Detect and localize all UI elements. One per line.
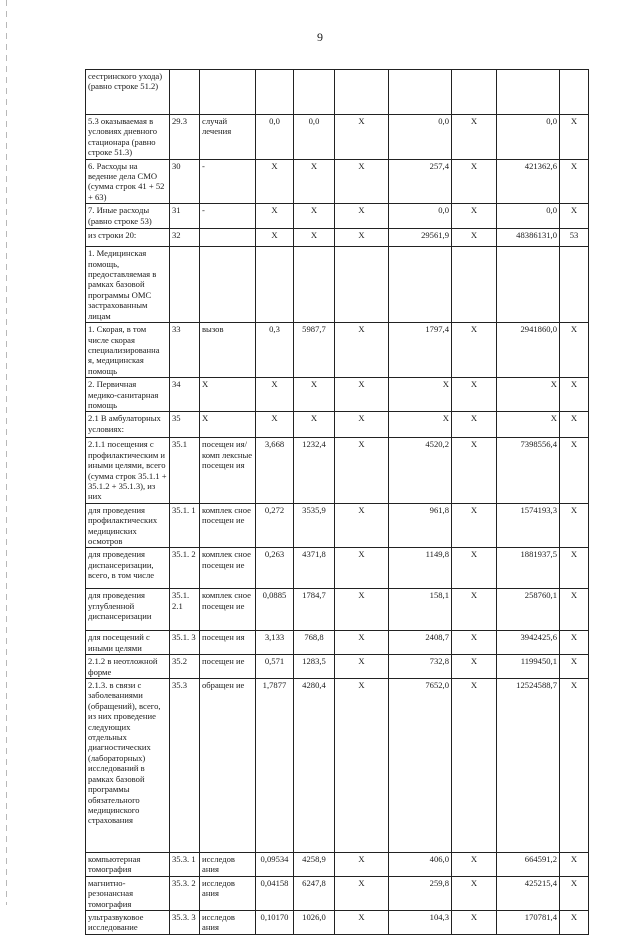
- cell-cost: 3535,9: [294, 503, 335, 548]
- cell-cost: Х: [294, 159, 335, 204]
- cell-per-capita-budget: Х: [335, 204, 389, 229]
- cell-sum-budget: Х: [452, 378, 497, 412]
- table-row: [86, 679, 589, 853]
- cell-code: 32: [170, 229, 200, 247]
- cell-per-capita-oms: 104,3: [389, 911, 452, 935]
- cell-cost: 6247,8: [294, 876, 335, 910]
- cell-sum-oms: 7398556,4: [497, 438, 560, 503]
- cell-unit: посещен ия/комп лексные посещен ия: [200, 438, 256, 503]
- table-row: [86, 631, 589, 655]
- cell-unit: Х: [200, 412, 256, 438]
- cell-per-capita-oms: [389, 247, 452, 323]
- cell-label: 6. Расходы на ведение дела СМО (сумма строк 41 + 52 + 63): [86, 159, 170, 204]
- cell-per-capita-oms: 0,0: [389, 204, 452, 229]
- cell-percent: [560, 247, 589, 323]
- cell-sum-budget: [452, 70, 497, 115]
- table-row: [86, 70, 589, 115]
- cell-sum-budget: Х: [452, 911, 497, 935]
- cell-cost: 4280,4: [294, 679, 335, 853]
- cell-label: 1. Медицинская помощь, предоставляемая в рамках базовой программы ОМС застрахованным лицам: [86, 247, 170, 323]
- cell-cost: Х: [294, 412, 335, 438]
- table-row: [86, 229, 589, 247]
- cell-norm: 0,10170: [256, 911, 294, 935]
- cell-per-capita-oms: [389, 70, 452, 115]
- cell-sum-oms: 48386131,0: [497, 229, 560, 247]
- cell-sum-budget: Х: [452, 159, 497, 204]
- cell-percent: Х: [560, 503, 589, 548]
- cell-sum-budget: Х: [452, 631, 497, 655]
- table-row: [86, 412, 589, 438]
- cell-code: 35.1. 2: [170, 548, 200, 589]
- cell-sum-oms: 0,0: [497, 204, 560, 229]
- cell-per-capita-oms: 7652,0: [389, 679, 452, 853]
- cell-percent: Х: [560, 438, 589, 503]
- cell-label: 2. Первичная медико-санитарная помощь: [86, 378, 170, 412]
- table-row: [86, 655, 589, 679]
- cell-percent: Х: [560, 412, 589, 438]
- cell-norm: Х: [256, 378, 294, 412]
- cell-label: 2.1.2 в неотложной форме: [86, 655, 170, 679]
- cell-label: для проведения профилактических медицинских осмотров: [86, 503, 170, 548]
- cell-label: для проведения углубленной диспансеризации: [86, 589, 170, 631]
- table-row: [86, 911, 589, 935]
- cell-sum-oms: 1574193,3: [497, 503, 560, 548]
- cell-unit: исследов ания: [200, 876, 256, 910]
- cell-code: 30: [170, 159, 200, 204]
- cell-label: компьютерная томография: [86, 853, 170, 877]
- table-row: [86, 548, 589, 589]
- cell-code: 31: [170, 204, 200, 229]
- cell-sum-budget: Х: [452, 204, 497, 229]
- cell-norm: 0,0885: [256, 589, 294, 631]
- cell-sum-budget: Х: [452, 548, 497, 589]
- table-row: [86, 589, 589, 631]
- cell-label: 2.1.3. в связи с заболеваниями (обращений), всего, из них проведение следующих отдельных диагностических (лабораторных) исследований в рамках базовой программы обязательного медицинского страхования: [86, 679, 170, 853]
- cell-unit: исследов ания: [200, 911, 256, 935]
- cell-sum-budget: Х: [452, 412, 497, 438]
- cell-unit: Х: [200, 378, 256, 412]
- cell-per-capita-oms: Х: [389, 378, 452, 412]
- cell-per-capita-budget: [335, 70, 389, 115]
- cell-sum-budget: Х: [452, 853, 497, 877]
- cell-percent: Х: [560, 115, 589, 160]
- cell-code: [170, 70, 200, 115]
- cell-percent: Х: [560, 204, 589, 229]
- cell-per-capita-budget: Х: [335, 503, 389, 548]
- cell-per-capita-budget: Х: [335, 159, 389, 204]
- cell-cost: 1026,0: [294, 911, 335, 935]
- cell-cost: 1283,5: [294, 655, 335, 679]
- page-number: 9: [317, 30, 323, 44]
- cell-unit: случай лечения: [200, 115, 256, 160]
- cell-sum-oms: Х: [497, 412, 560, 438]
- cell-per-capita-budget: Х: [335, 655, 389, 679]
- cell-per-capita-budget: Х: [335, 378, 389, 412]
- cell-code: 35.2: [170, 655, 200, 679]
- cell-percent: Х: [560, 631, 589, 655]
- cell-per-capita-budget: [335, 247, 389, 323]
- cell-code: 35.1. 2.1: [170, 589, 200, 631]
- cell-sum-budget: Х: [452, 115, 497, 160]
- cell-percent: Х: [560, 679, 589, 853]
- cell-sum-oms: 258760,1: [497, 589, 560, 631]
- cell-percent: Х: [560, 548, 589, 589]
- cell-norm: 0,272: [256, 503, 294, 548]
- cell-cost: 0,0: [294, 115, 335, 160]
- cell-code: 35: [170, 412, 200, 438]
- cell-per-capita-budget: Х: [335, 438, 389, 503]
- cell-percent: [560, 70, 589, 115]
- cell-norm: Х: [256, 229, 294, 247]
- cell-label: для проведения диспансеризации, всего, в том числе: [86, 548, 170, 589]
- cell-per-capita-budget: Х: [335, 589, 389, 631]
- table-row: [86, 503, 589, 548]
- cell-cost: Х: [294, 229, 335, 247]
- table-row: [86, 438, 589, 503]
- cell-per-capita-budget: Х: [335, 412, 389, 438]
- cell-percent: Х: [560, 655, 589, 679]
- cell-per-capita-budget: Х: [335, 876, 389, 910]
- cell-norm: 0,263: [256, 548, 294, 589]
- cell-per-capita-budget: Х: [335, 115, 389, 160]
- cell-sum-budget: Х: [452, 589, 497, 631]
- cell-unit: посещен ие: [200, 655, 256, 679]
- cell-label: ультразвуковое исследование: [86, 911, 170, 935]
- cell-cost: 5987,7: [294, 323, 335, 378]
- cell-per-capita-oms: 2408,7: [389, 631, 452, 655]
- cell-per-capita-oms: 4520,2: [389, 438, 452, 503]
- cell-cost: 1784,7: [294, 589, 335, 631]
- cell-unit: исследов ания: [200, 853, 256, 877]
- cell-label: из строки 20:: [86, 229, 170, 247]
- cell-percent: Х: [560, 378, 589, 412]
- scan-edge-line: [6, 0, 7, 905]
- cell-per-capita-oms: Х: [389, 412, 452, 438]
- cell-norm: 1,7877: [256, 679, 294, 853]
- cell-norm: 0,571: [256, 655, 294, 679]
- cell-percent: Х: [560, 876, 589, 910]
- cell-cost: Х: [294, 204, 335, 229]
- cell-code: [170, 247, 200, 323]
- cell-per-capita-oms: 158,1: [389, 589, 452, 631]
- cell-sum-budget: Х: [452, 655, 497, 679]
- cell-sum-oms: 425215,4: [497, 876, 560, 910]
- cell-sum-oms: 421362,6: [497, 159, 560, 204]
- cell-code: 33: [170, 323, 200, 378]
- table-body: [86, 70, 589, 935]
- cell-label: для посещений с иными целями: [86, 631, 170, 655]
- cell-percent: Х: [560, 853, 589, 877]
- table-row: [86, 115, 589, 160]
- cell-cost: [294, 70, 335, 115]
- cell-unit: вызов: [200, 323, 256, 378]
- cell-per-capita-oms: 257,4: [389, 159, 452, 204]
- cell-norm: 0,09534: [256, 853, 294, 877]
- cell-code: 35.3: [170, 679, 200, 853]
- cell-per-capita-budget: Х: [335, 323, 389, 378]
- cell-norm: 0,3: [256, 323, 294, 378]
- cell-unit: -: [200, 204, 256, 229]
- cell-unit: -: [200, 159, 256, 204]
- cell-code: 35.3. 2: [170, 876, 200, 910]
- cell-sum-oms: 2941860,0: [497, 323, 560, 378]
- cell-sum-oms: 12524588,7: [497, 679, 560, 853]
- cell-percent: Х: [560, 589, 589, 631]
- cell-label: 5.3 оказываемая в условиях дневного стационара (равно строке 51.3): [86, 115, 170, 160]
- cell-per-capita-oms: 29561,9: [389, 229, 452, 247]
- cell-cost: 4258,9: [294, 853, 335, 877]
- cell-sum-oms: 1881937,5: [497, 548, 560, 589]
- cell-per-capita-oms: 0,0: [389, 115, 452, 160]
- cell-sum-oms: 1199450,1: [497, 655, 560, 679]
- cell-norm: [256, 70, 294, 115]
- cell-sum-budget: Х: [452, 229, 497, 247]
- cell-cost: Х: [294, 378, 335, 412]
- cell-per-capita-budget: Х: [335, 853, 389, 877]
- cell-norm: 3,133: [256, 631, 294, 655]
- cell-percent: 53: [560, 229, 589, 247]
- cell-sum-budget: Х: [452, 503, 497, 548]
- cell-norm: Х: [256, 412, 294, 438]
- cell-unit: обращен ие: [200, 679, 256, 853]
- cell-unit: посещен ия: [200, 631, 256, 655]
- cell-code: 29.3: [170, 115, 200, 160]
- cell-norm: [256, 247, 294, 323]
- table-row: [86, 378, 589, 412]
- cell-cost: 768,8: [294, 631, 335, 655]
- cell-label: 2.1.1 посещения с профилактическим и иными целями, всего (сумма строк 35.1.1 + 35.1.2 + 35.1.3), из них: [86, 438, 170, 503]
- cell-sum-oms: Х: [497, 378, 560, 412]
- cell-cost: [294, 247, 335, 323]
- table-row: [86, 247, 589, 323]
- cell-cost: 1232,4: [294, 438, 335, 503]
- cell-percent: Х: [560, 323, 589, 378]
- cell-per-capita-budget: Х: [335, 911, 389, 935]
- cell-sum-oms: 3942425,6: [497, 631, 560, 655]
- cell-unit: [200, 247, 256, 323]
- cell-norm: 0,04158: [256, 876, 294, 910]
- cell-norm: 3,668: [256, 438, 294, 503]
- cell-sum-oms: 170781,4: [497, 911, 560, 935]
- table-row: [86, 876, 589, 910]
- cell-label: магнитно-резонансная томография: [86, 876, 170, 910]
- cell-code: 35.1. 1: [170, 503, 200, 548]
- cell-sum-budget: Х: [452, 438, 497, 503]
- cell-per-capita-oms: 259,8: [389, 876, 452, 910]
- table-row: [86, 853, 589, 877]
- cell-label: сестринского ухода) (равно строке 51.2): [86, 70, 170, 115]
- cell-sum-budget: [452, 247, 497, 323]
- cell-sum-budget: Х: [452, 876, 497, 910]
- cell-per-capita-budget: Х: [335, 548, 389, 589]
- cell-unit: [200, 70, 256, 115]
- cell-sum-budget: Х: [452, 679, 497, 853]
- cell-cost: 4371,8: [294, 548, 335, 589]
- cell-code: 35.3. 3: [170, 911, 200, 935]
- cell-norm: Х: [256, 204, 294, 229]
- cell-sum-oms: [497, 247, 560, 323]
- table-row: [86, 159, 589, 204]
- cell-per-capita-oms: 1797,4: [389, 323, 452, 378]
- table-row: [86, 323, 589, 378]
- cell-per-capita-oms: 732,8: [389, 655, 452, 679]
- cell-norm: Х: [256, 159, 294, 204]
- table-row: [86, 204, 589, 229]
- cell-per-capita-budget: Х: [335, 631, 389, 655]
- cell-code: 35.1: [170, 438, 200, 503]
- cell-code: 35.1. 3: [170, 631, 200, 655]
- cell-label: 1. Скорая, в том числе скорая специализированна я, медицинская помощь: [86, 323, 170, 378]
- cell-code: 34: [170, 378, 200, 412]
- cell-unit: [200, 229, 256, 247]
- cell-per-capita-oms: 406,0: [389, 853, 452, 877]
- data-table: [85, 69, 589, 935]
- cell-unit: комплек сное посещен ие: [200, 548, 256, 589]
- cell-unit: комплек сное посещен ие: [200, 503, 256, 548]
- cell-label: 7. Иные расходы (равно строке 53): [86, 204, 170, 229]
- cell-code: 35.3. 1: [170, 853, 200, 877]
- cell-per-capita-oms: 1149,8: [389, 548, 452, 589]
- cell-norm: 0,0: [256, 115, 294, 160]
- cell-per-capita-oms: 961,8: [389, 503, 452, 548]
- cell-unit: комплек сное посещен ие: [200, 589, 256, 631]
- cell-percent: Х: [560, 159, 589, 204]
- cell-sum-oms: 664591,2: [497, 853, 560, 877]
- cell-per-capita-budget: Х: [335, 229, 389, 247]
- cell-per-capita-budget: Х: [335, 679, 389, 853]
- cell-label: 2.1 В амбулаторных условиях:: [86, 412, 170, 438]
- cell-sum-budget: Х: [452, 323, 497, 378]
- cell-sum-oms: 0,0: [497, 115, 560, 160]
- cell-sum-oms: [497, 70, 560, 115]
- cell-percent: Х: [560, 911, 589, 935]
